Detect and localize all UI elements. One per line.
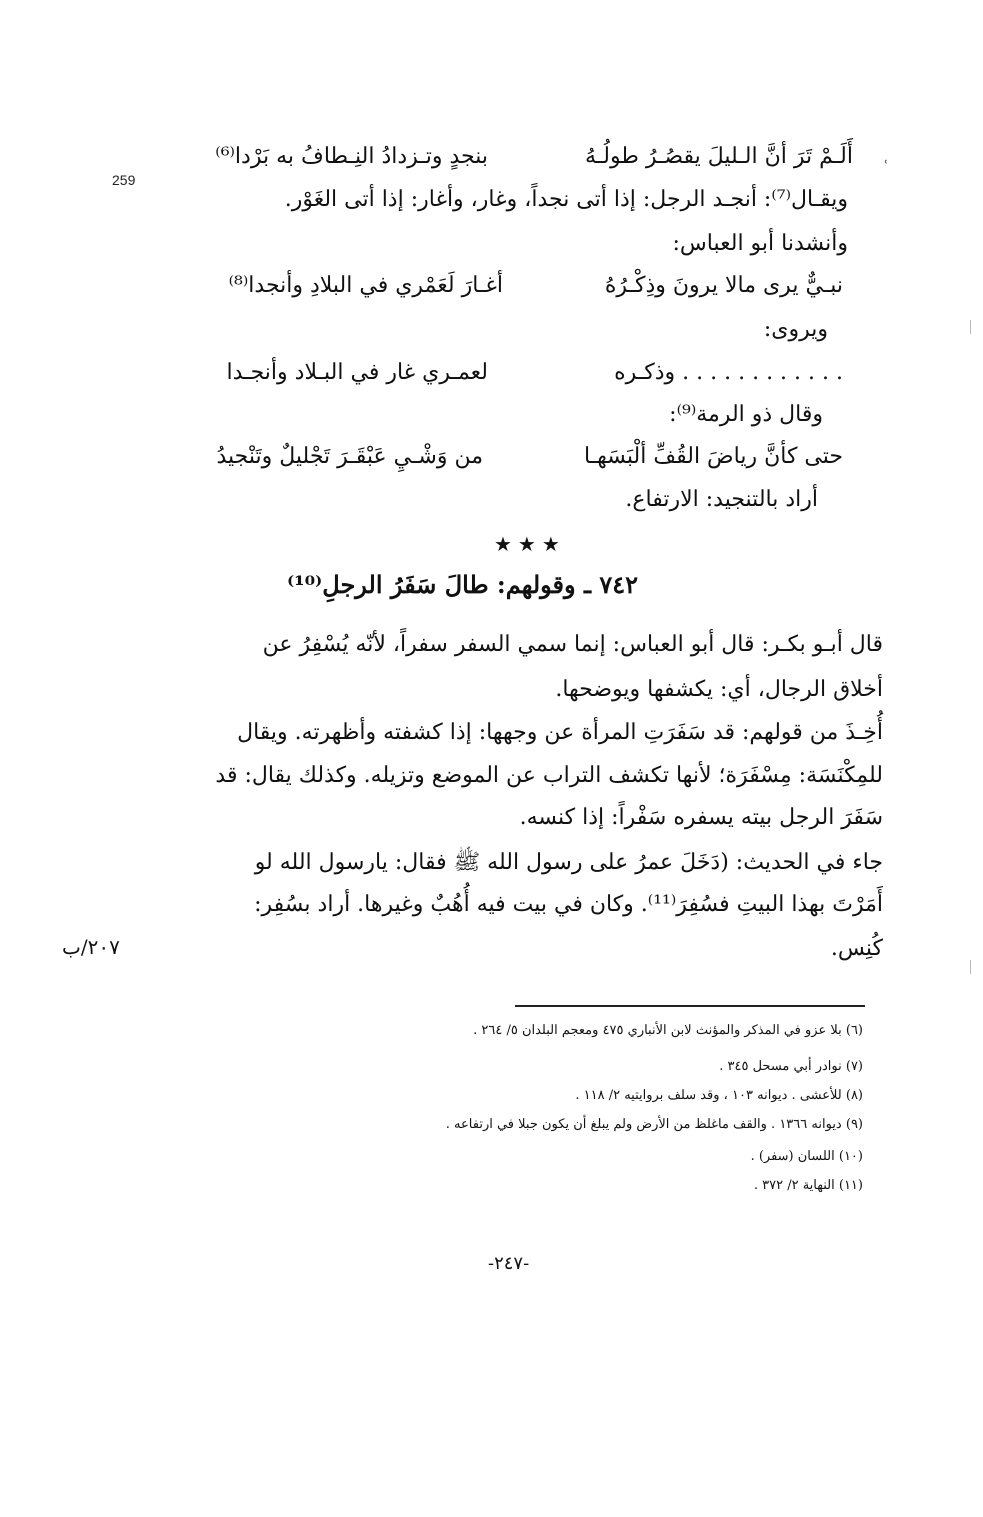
page-number: -٢٤٧-	[488, 1253, 530, 1274]
paragraph-line: أَمَرْتَ بهذا البيتِ فسُفِرَ⁽¹¹⁾. وكان في بيت فيه أُهُبٌ وغيرها. أراد بسُفِر:	[254, 892, 883, 917]
section-separator: ★★★	[494, 532, 566, 556]
margin-folio-ref: ٢٠٧/ب	[62, 935, 120, 959]
footnote: (٦) بلا عزو في المذكر والمؤنث لابن الأنباري ٤٧٥ ومعجم البلدان ٥/ ٢٦٤ .	[473, 1023, 863, 1038]
body-line: ويروى:	[763, 317, 828, 342]
footnote: (١١) النهاية ٢/ ٣٧٢ .	[753, 1178, 863, 1193]
verse-3-second-hemistich: لعمـري غار في البـلاد وأنجـدا	[226, 360, 488, 385]
footnote: (٩) ديوانه ١٣٦٦ . والقف ماغلظ من الأرض ولم يبلغ أن يكون جبلا في ارتفاعه .	[445, 1117, 863, 1132]
bracket-mark: ˓	[884, 155, 889, 171]
footnote: (١٠) اللسان (سفر) .	[750, 1149, 863, 1164]
footnote-rule	[515, 1005, 865, 1007]
paragraph-line: كُنِس.	[830, 936, 883, 961]
body-line: وقال ذو الرمة⁽⁹⁾:	[669, 402, 823, 427]
verse-1-second-hemistich: بنجدٍ وتـزدادُ النِـطافُ به بَرْدا⁽⁶⁾	[215, 144, 488, 169]
scan-edge-mark	[970, 960, 971, 974]
entry-heading: ٧٤٢ ـ وقولهم: طالَ سَفَرُ الرجلِ⁽¹⁰⁾	[286, 570, 638, 599]
paragraph-line: للمِكْنَسَة: مِسْفَرَة؛ لأنها تكشف التراب عن الموضع وتزيله. وكذلك يقال: قد	[215, 763, 883, 788]
scan-edge-mark	[970, 320, 971, 334]
paragraph-line: أخلاق الرجال، أي: يكشفها ويوضحها.	[555, 677, 883, 702]
verse-1-first-hemistich: أَلَـمْ تَرَ أنَّ الـليلَ يقصُـرُ طولُـهُ	[585, 144, 853, 169]
verse-3-first-hemistich: . . . . . . . . . . . . وذكـره	[614, 360, 843, 385]
paragraph-line: أُخِـذَ من قولهم: قد سَفَرَتِ المرأة عن وجهها: إذا كشفته وأظهرته. ويقال	[237, 720, 883, 745]
verse-4-second-hemistich: من وَشْـيِ عَبْقَـرَ تَجْليلٌ وتَنْجيدُ	[216, 444, 483, 469]
footnote: (٨) للأعشى . ديوانه ١٠٣ ، وقد سلف بروايتيه ٢/ ١١٨ .	[575, 1088, 863, 1103]
paragraph-line: جاء في الحديث: (دَخَلَ عمرُ على رسول الله ﷺ فقال: يارسول الله لو	[254, 850, 883, 875]
verse-4-first-hemistich: حتى كأنَّ رياضَ القُفِّ ألْبَسَهـا	[583, 444, 843, 469]
paragraph-line: سَفَرَ الرجل بيته يسفره سَفْراً: إذا كنسه.	[519, 805, 883, 830]
body-line: أراد بالتنجيد: الارتفاع.	[625, 487, 818, 512]
footnote: (٧) نوادر أبي مسحل ٣٤٥ .	[719, 1059, 863, 1074]
margin-page-ref: 259	[112, 172, 136, 188]
paragraph-line: قال أبـو بكـر: قال أبو العباس: إنما سمي السفر سفراً، لأنّه يُسْفِرُ عن	[262, 632, 883, 657]
verse-2-second-hemistich: أغـارَ لَعَمْري في البلادِ وأنجدا⁽⁸⁾	[228, 273, 503, 298]
verse-2-first-hemistich: نبـيٌّ يرى مالا يرونَ وذِكْـرُهُ	[604, 273, 843, 298]
body-line: وأنشدنا أبو العباس:	[672, 231, 848, 256]
body-line: ويقـال⁽⁷⁾: أنجـد الرجل: إذا أتى نجداً، وغار، وأغار: إذا أتى الغَوْر.	[284, 187, 848, 212]
